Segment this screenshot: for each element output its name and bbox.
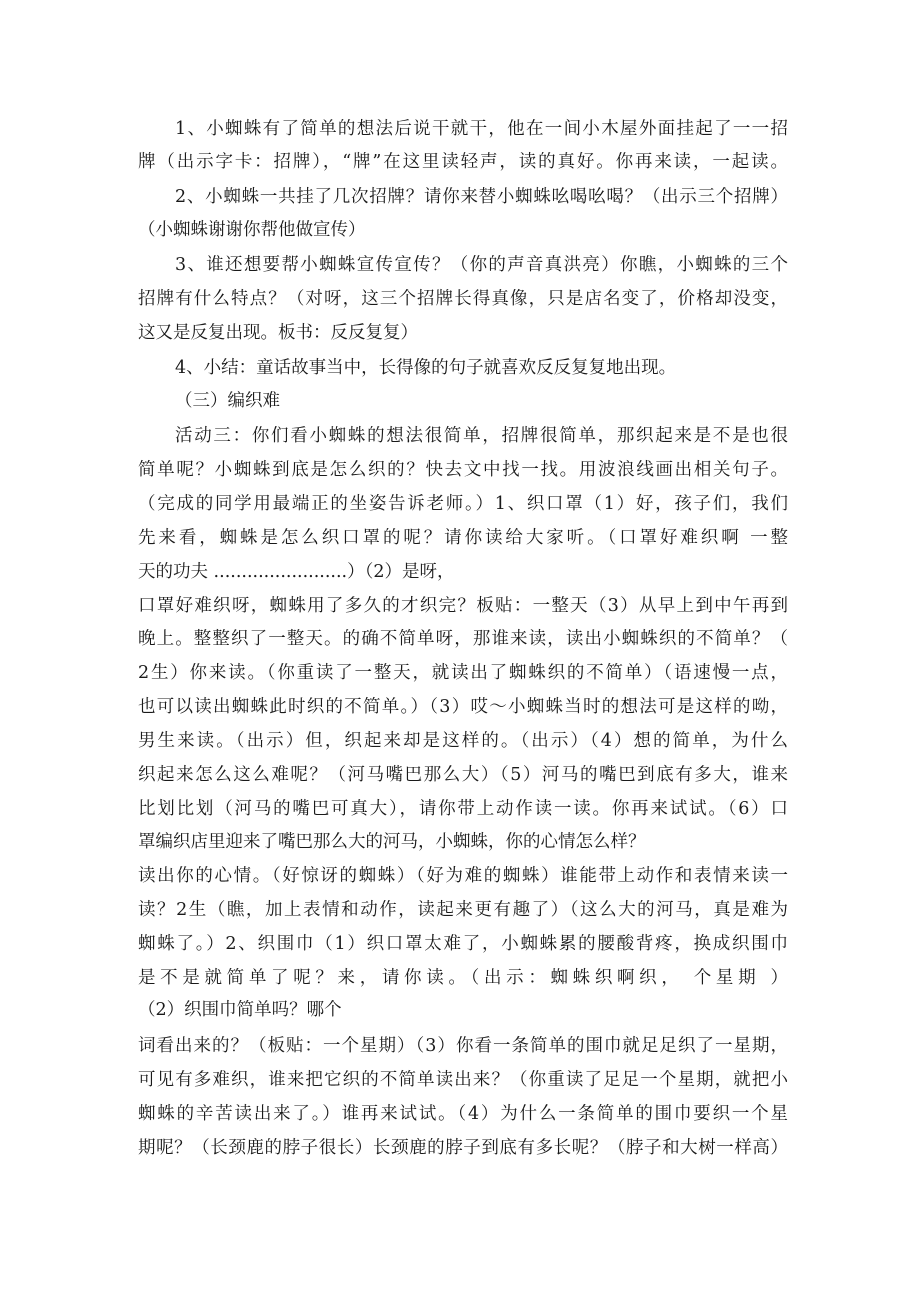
text-line: （2）织围巾简单吗？哪个 <box>138 1000 342 1020</box>
text-line: 简单呢？小蜘蛛到底是怎么织的？快去文中找一找。用波浪线画出相关句子。 <box>138 460 788 480</box>
text-line: 口罩好难织呀，蜘蛛用了多久的才织完？板贴：一整天（3）从早上到中午再到 <box>138 596 788 616</box>
text-line: 比划比划（河马的嘴巴可真大），请你带上动作读一读。你再来试试。（6）口 <box>138 799 788 819</box>
text-line: 4、小结：童话故事当中，长得像的句子就喜欢反反复复地出现。 <box>175 358 677 378</box>
text-line: 这又是反复出现。板书：反反复复） <box>138 323 418 343</box>
section-heading: （三）编织难 <box>175 391 280 411</box>
text-line: 也可以读出蜘蛛此时织的不简单。）（3）哎～小蜘蛛当时的想法可是这样的呦， <box>138 697 788 717</box>
text-line: 罩编织店里迎来了嘴巴那么大的河马，小蜘蛛，你的心情怎么样？ <box>138 832 646 852</box>
text-line: 期呢？（长颈鹿的脖子很长）长颈鹿的脖子到底有多长呢？（脖子和大树一样高） <box>138 1138 788 1158</box>
text-line: 蜘蛛了。）2、织围巾（1）织口罩太难了，小蜘蛛累的腰酸背疼，换成织围巾 <box>138 934 788 954</box>
text-line: 2生）你来读。（你重读了一整天，就读出了蜘蛛织的不简单）（语速慢一点， <box>138 663 788 683</box>
text-line: 可见有多难织，谁来把它织的不简单读出来？（你重读了足足一个星期，就把小 <box>138 1070 788 1090</box>
text-line: （小蜘蛛谢谢你帮他做宣传） <box>138 220 366 240</box>
text-line: 2、小蜘蛛一共挂了几次招牌？请你来替小蜘蛛吆喝吆喝？（出示三个招牌） <box>175 187 788 207</box>
text-line: 是不是就简单了呢？来，请你读。（出示：蜘蛛织啊织， 个星期 ） <box>138 968 788 988</box>
text-line: 3、谁还想要帮小蜘蛛宣传宣传？（你的声音真洪亮）你瞧，小蜘蛛的三个 <box>175 255 788 275</box>
text-line: 活动三：你们看小蜘蛛的想法很简单，招牌很简单，那织起来是不是也很 <box>175 426 788 446</box>
text-line: 1、小蜘蛛有了简单的想法后说干就干，他在一间小木屋外面挂起了一一招 <box>175 119 788 139</box>
text-line: 读？2生（瞧，加上表情和动作，读起来更有趣了）（这么大的河马，真是难为 <box>138 900 788 920</box>
text-line: 读出你的心情。（好惊讶的蜘蛛）（好为难的蜘蛛）谁能带上动作和表情来读一 <box>138 866 788 886</box>
text-line: 词看出来的？（板贴：一个星期）（3）你看一条简单的围巾就足足织了一星期， <box>138 1036 788 1056</box>
text-line: 织起来怎么这么难呢？（河马嘴巴那么大）（5）河马的嘴巴到底有多大，谁来 <box>138 765 788 785</box>
text-line: 牌（出示字卡：招牌），“牌”在这里读轻声，读的真好。你再来读，一起读。 <box>138 152 788 172</box>
text-line: （完成的同学用最端正的坐姿告诉老师。）1、织口罩（1）好，孩子们，我们 <box>138 494 788 514</box>
text-line: 晚上。整整织了一整天。的确不简单呀，那谁来读，读出小蜘蛛织的不简单？（ <box>138 629 788 649</box>
text-line: 招牌有什么特点？（对呀，这三个招牌长得真像，只是店名变了，价格却没变， <box>138 289 788 309</box>
text-line: 先来看，蜘蛛是怎么织口罩的呢？请你读给大家听。（口罩好难织啊 一整 <box>138 528 788 548</box>
text-line: 天的功夫 ........................）（2）是呀， <box>138 562 455 582</box>
text-line: 蜘蛛的辛苦读出来了。）谁再来试试。（4）为什么一条简单的围巾要织一个星 <box>138 1104 788 1124</box>
text-line: 男生来读。（出示）但，织起来却是这样的。（出示）（4）想的简单，为什么 <box>138 731 788 751</box>
